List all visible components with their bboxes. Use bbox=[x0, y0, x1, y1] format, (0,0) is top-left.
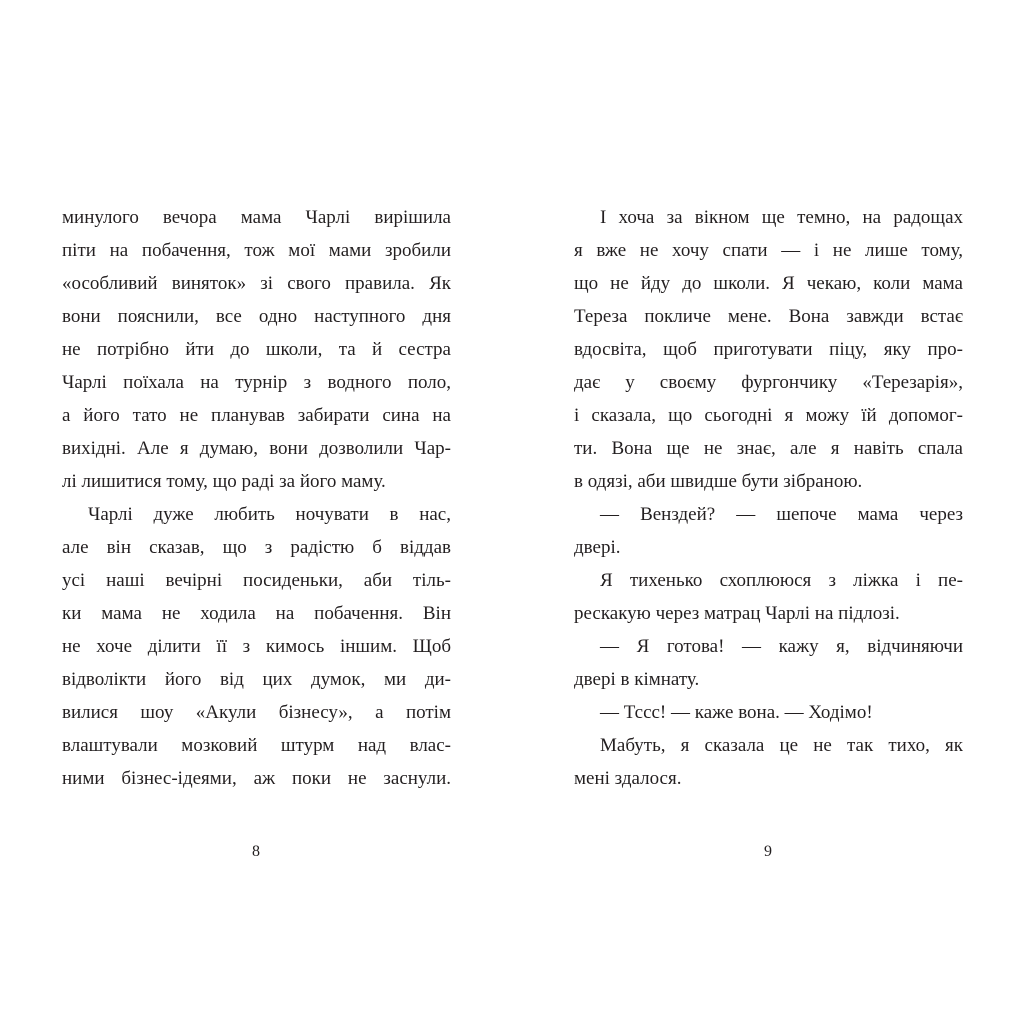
text-line: — Тссс! — каже вона. — Ходімо! bbox=[600, 702, 873, 723]
text-line: І хоча за вікном ще темно, на радощах bbox=[600, 207, 963, 228]
text-line: що не йду до школи. Я чекаю, коли мама bbox=[574, 273, 963, 294]
text-line: і сказала, що сьогодні я можу їй допомог- bbox=[574, 405, 963, 426]
text-line: рескакую через матрац Чарлі на підлозі. bbox=[574, 603, 900, 624]
text-line: усі наші вечірні посиденьки, аби тіль- bbox=[62, 570, 451, 591]
text-line: не хоче ділити її з кимось іншим. Щоб bbox=[62, 636, 451, 657]
text-line: — Я готова! — кажу я, відчиняючи bbox=[600, 636, 963, 657]
text-line: Я тихенько схоплююся з ліжка і пе- bbox=[600, 570, 963, 591]
text-line: «особливий виняток» зі свого правила. Як bbox=[62, 273, 451, 294]
page-number-left: 8 bbox=[252, 843, 260, 860]
text-line: але він сказав, що з радістю б віддав bbox=[62, 537, 451, 558]
text-line: влаштували мозковий штурм над влас- bbox=[62, 735, 451, 756]
left-page-text bbox=[62, 201, 451, 795]
text-line: піти на побачення, тож мої мами зробили bbox=[62, 240, 451, 261]
text-line: дає у своєму фургончику «Терезарія», bbox=[574, 372, 963, 393]
text-line: відволікти його від цих думок, ми ди- bbox=[62, 669, 451, 690]
text-line: Чарлі поїхала на турнір з водного поло, bbox=[62, 372, 451, 393]
right-page-text bbox=[574, 201, 963, 795]
text-line: ними бізнес-ідеями, аж поки не заснули. bbox=[62, 768, 451, 789]
text-line: вони пояснили, все одно наступного дня bbox=[62, 306, 451, 327]
text-line: вдосвіта, щоб приготувати піцу, яку про- bbox=[574, 339, 963, 360]
text-line: Тереза покличе мене. Вона завжди встає bbox=[574, 306, 963, 327]
text-line: в одязі, аби швидше бути зібраною. bbox=[574, 471, 863, 492]
text-line: я вже не хочу спати — і не лише тому, bbox=[574, 240, 963, 261]
text-line: Чарлі дуже любить ночувати в нас, bbox=[88, 504, 451, 525]
text-line: мені здалося. bbox=[574, 768, 682, 789]
text-line: Мабуть, я сказала це не так тихо, як bbox=[600, 735, 963, 756]
text-line: минулого вечора мама Чарлі вирішила bbox=[62, 207, 451, 228]
text-line: вилися шоу «Акули бізнесу», а потім bbox=[62, 702, 451, 723]
text-line: не потрібно йти до школи, та й сестра bbox=[62, 339, 451, 360]
text-line: а його тато не планував забирати сина на bbox=[62, 405, 451, 426]
text-line: вихідні. Але я думаю, вони дозволили Чар- bbox=[62, 438, 451, 459]
text-line: двері. bbox=[574, 537, 621, 558]
text-line: лі лишитися тому, що раді за його маму. bbox=[62, 471, 386, 492]
text-line: двері в кімнату. bbox=[574, 669, 700, 690]
page-number-right: 9 bbox=[764, 843, 772, 860]
text-line: ки мама не ходила на побачення. Він bbox=[62, 603, 451, 624]
text-line: — Венздей? — шепоче мама через bbox=[600, 504, 963, 525]
text-line: ти. Вона ще не знає, але я навіть спала bbox=[574, 438, 963, 459]
